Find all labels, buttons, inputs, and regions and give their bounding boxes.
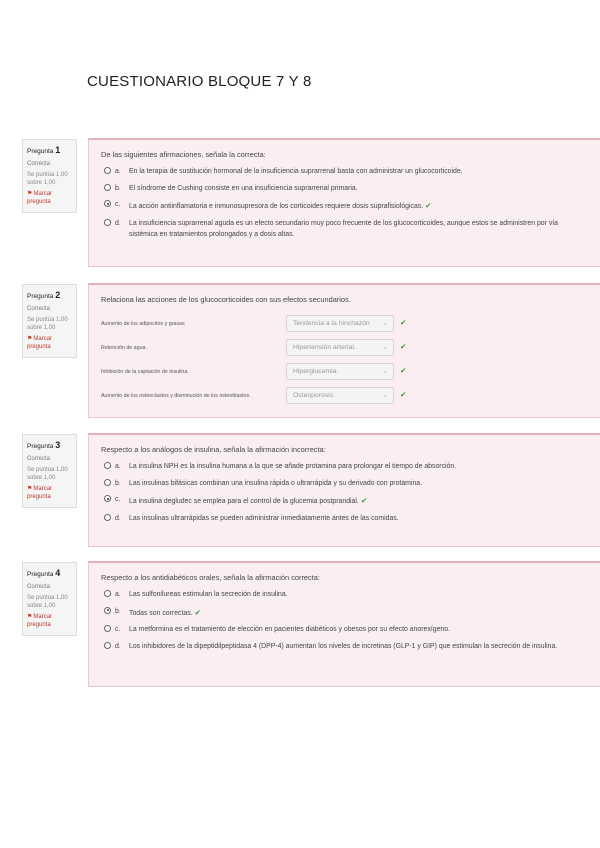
answer-option[interactable]: a. Las sulfonilureas estimulan la secreción de insulina. — [101, 590, 588, 601]
radio-button-selected[interactable] — [104, 495, 111, 502]
question-number: Pregunta 4 — [27, 568, 61, 578]
question-text: De las siguientes afirmaciones, señala la correcta: — [101, 150, 266, 159]
check-icon: ✔ — [400, 342, 407, 351]
answer-option[interactable]: d. Las insulinas ultrarrápidas se pueden administrar inmediatamente antes de las comidas. — [101, 514, 588, 525]
match-select[interactable]: Hipertensión arterial. ⌄ — [286, 339, 394, 356]
match-select[interactable]: Hiperglucemia. ⌄ — [286, 363, 394, 380]
question-info — [22, 139, 77, 213]
radio-button[interactable] — [104, 167, 111, 174]
radio-button[interactable] — [104, 642, 111, 649]
question-1-box — [88, 138, 600, 267]
question-score: Se puntúa 1,00 sobre 1,00 — [27, 316, 68, 331]
radio-button[interactable] — [104, 479, 111, 486]
check-icon: ✔ — [400, 318, 407, 327]
radio-button[interactable] — [104, 514, 111, 521]
chevron-down-icon: ⌄ — [382, 345, 388, 351]
question-score: Se puntúa 1,00 sobre 1,00 — [27, 466, 68, 481]
question-info — [22, 434, 77, 508]
answer-option[interactable]: c. La acción antiinflamatoria e inmunosupresora de los corticoides requiere dosis suprafisiológicas. ✔ — [101, 200, 588, 213]
answer-option[interactable]: d. Los inhibidores de la dipeptidilpeptidasa 4 (DPP-4) aumentan los niveles de incretinas (GLP-1 y GIP) que estimulan la secreción de insulina. — [101, 642, 588, 653]
answer-option[interactable]: b. Las insulinas bifásicas combinan una insulina rápida o ultrarrápida y su derivado con protamina. — [101, 479, 588, 490]
flag-icon: ⚑ — [27, 336, 33, 343]
chevron-down-icon: ⌄ — [382, 321, 388, 327]
answer-option[interactable]: a. La insulina NPH es la insulina humana a la que se añade protamina para prolongar el tiempo de absorción. — [101, 462, 588, 473]
check-icon: ✔ — [360, 496, 368, 506]
chevron-down-icon: ⌄ — [382, 393, 388, 399]
match-select[interactable]: Tendencia a la hinchazón ⌄ — [286, 315, 394, 332]
radio-button[interactable] — [104, 219, 111, 226]
question-number: Pregunta 3 — [27, 440, 61, 450]
match-row: Retención de agua. Hipertensión arterial. ⌄ ✔ — [101, 336, 588, 360]
question-4-box — [88, 561, 600, 687]
answer-option[interactable]: b. El síndrome de Cushing consiste en una insuficiencia suprarrenal primaria. — [101, 184, 588, 195]
radio-button[interactable] — [104, 184, 111, 191]
check-icon: ✔ — [400, 390, 407, 399]
question-score: Se puntúa 1,00 sobre 1,00 — [27, 594, 68, 609]
question-3-box — [88, 433, 600, 547]
question-text: Respecto a los antidiabéticos orales, señala la afirmación correcta: — [101, 573, 320, 582]
flag-question-link[interactable]: ⚑Marcar pregunta — [27, 614, 53, 629]
flag-question-link[interactable]: ⚑Marcar pregunta — [27, 336, 53, 351]
radio-button[interactable] — [104, 590, 111, 597]
question-state: Correcta — [27, 455, 51, 462]
question-info — [22, 284, 77, 358]
question-info — [22, 562, 77, 636]
answer-option[interactable]: c. La insulina degludec se emplea para el control de la glucemia postprandial. ✔ — [101, 495, 588, 508]
question-text: Respecto a los análogos de insulina, señala la afirmación incorrecta: — [101, 445, 326, 454]
check-icon: ✔ — [400, 366, 407, 375]
question-number: Pregunta 2 — [27, 290, 61, 300]
check-icon: ✔ — [194, 607, 201, 617]
chevron-down-icon: ⌄ — [382, 369, 388, 375]
check-icon: ✔ — [425, 201, 432, 211]
question-2-box — [88, 283, 600, 418]
answer-option[interactable]: c. La metformina es el tratamiento de elección en pacientes diabéticos y obesos por su efecto anorexígeno. — [101, 625, 588, 636]
question-state: Correcta — [27, 305, 51, 312]
question-text: Relaciona las acciones de los glucocorticoides con sus efectos secundarios. — [101, 295, 351, 304]
page-title: CUESTIONARIO BLOQUE 7 Y 8 — [87, 73, 312, 90]
question-state: Correcta — [27, 583, 51, 590]
radio-button-selected[interactable] — [104, 200, 111, 207]
answer-option[interactable]: b. Todas son correctas. ✔ — [101, 607, 588, 620]
flag-icon: ⚑ — [27, 614, 33, 621]
flag-question-link[interactable]: ⚑Marcar pregunta — [27, 486, 53, 501]
flag-question-link[interactable]: ⚑Marcar pregunta — [27, 191, 53, 206]
match-row: Inhibición de la captación de insulina. Hiperglucemia. ⌄ ✔ — [101, 360, 588, 384]
question-score: Se puntúa 1,00 sobre 1,00 — [27, 171, 68, 186]
match-select[interactable]: Osteoporosis. ⌄ — [286, 387, 394, 404]
answer-option[interactable]: a. En la terapia de sustitución hormonal de la insuficiencia suprarrenal basta con administrar un glucocorticoide. — [101, 167, 588, 178]
question-number: Pregunta 1 — [27, 145, 61, 155]
match-row: Aumento de los adipocitos y grasas Tendencia a la hinchazón ⌄ ✔ — [101, 312, 588, 336]
flag-icon: ⚑ — [27, 191, 33, 198]
flag-icon: ⚑ — [27, 486, 33, 493]
question-state: Correcta — [27, 160, 51, 167]
match-row: Aumento de los osteoclastos y disminución de los osteoblastos. Osteoporosis. ⌄ ✔ — [101, 384, 588, 408]
radio-button-selected[interactable] — [104, 607, 111, 614]
radio-button[interactable] — [104, 462, 111, 469]
answer-option[interactable]: d. La insuficiencia suprarrenal aguda es un efecto secundario muy poco frecuente de los glucocorticoides, aunque estos se administren por vía sistémica en tratamientos prolongados y a dosis altas. — [101, 219, 588, 240]
radio-button[interactable] — [104, 625, 111, 632]
